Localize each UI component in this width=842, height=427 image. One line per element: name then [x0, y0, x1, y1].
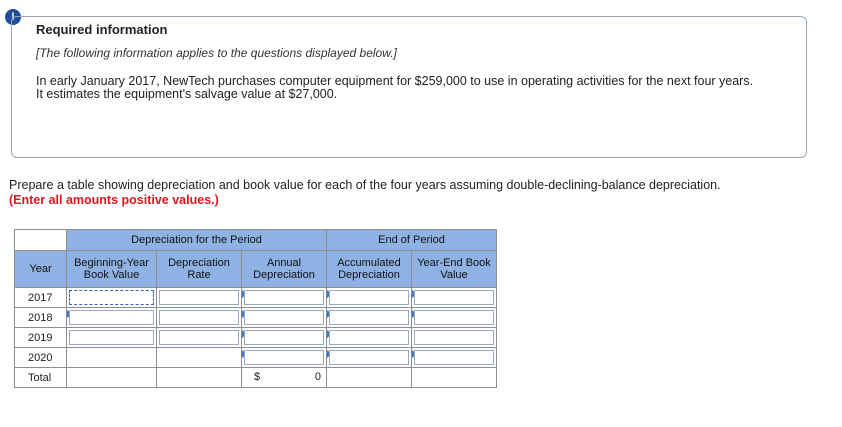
alert-icon: ! [5, 9, 21, 25]
annual-depreciation-2018-cell[interactable] [242, 308, 327, 328]
annual-depreciation-2017-input[interactable] [244, 290, 324, 305]
annual-depreciation-2020-input[interactable] [244, 350, 324, 365]
beginning-book-value-2019-cell[interactable] [67, 328, 157, 348]
total-beginning-book-value-cell [67, 368, 157, 388]
total-accumulated-depreciation-cell [327, 368, 412, 388]
depreciation-rate-2020-cell [157, 348, 242, 368]
total-annual-depreciation-cell [242, 368, 327, 388]
accumulated-depreciation-2018-input[interactable] [329, 310, 409, 325]
header-depreciation-for-period: Depreciation for the Period [67, 230, 327, 251]
header-blank [15, 230, 67, 251]
beginning-book-value-2017-input[interactable] [69, 290, 154, 305]
year-end-book-value-2018-input[interactable] [414, 310, 494, 325]
depreciation-table [14, 229, 497, 388]
accumulated-depreciation-2017-cell[interactable] [327, 288, 412, 308]
total-depreciation-rate-cell [157, 368, 242, 388]
annual-depreciation-2019-cell[interactable] [242, 328, 327, 348]
annual-depreciation-2017-cell[interactable] [242, 288, 327, 308]
total-year-end-book-value-cell [412, 368, 497, 388]
year-end-book-value-2020-cell[interactable] [412, 348, 497, 368]
applies-note: [The following information applies to the questions displayed below.] [36, 46, 397, 60]
required-information-title: Required information [36, 22, 168, 37]
table-row [15, 328, 497, 348]
accumulated-depreciation-2017-input[interactable] [329, 290, 409, 305]
header-annual-depreciation: Annual Depreciation [242, 251, 327, 288]
beginning-book-value-2019-input[interactable] [69, 330, 154, 345]
year-end-book-value-2020-input[interactable] [414, 350, 494, 365]
accumulated-depreciation-2019-input[interactable] [329, 330, 409, 345]
table-row [15, 288, 497, 308]
depreciation-rate-2019-input[interactable] [159, 330, 239, 345]
accumulated-depreciation-2019-cell[interactable] [327, 328, 412, 348]
accumulated-depreciation-2020-input[interactable] [329, 350, 409, 365]
header-year-end-book-value: Year-End Book Value [412, 251, 497, 288]
currency-symbol: $ [254, 371, 261, 383]
year-end-book-value-2017-cell[interactable] [412, 288, 497, 308]
header-end-of-period: End of Period [327, 230, 497, 251]
year-end-book-value-2019-input[interactable] [414, 330, 494, 345]
year-2018: 2018 [15, 308, 67, 328]
problem-statement: In early January 2017, NewTech purchases computer equipment for $259,000 to use in operating activities for the next four years. It estimates the equipment's salvage value at $27,000. [36, 74, 754, 101]
annual-depreciation-2018-input[interactable] [244, 310, 324, 325]
entry-instruction: (Enter all amounts positive values.) [9, 193, 219, 207]
depreciation-rate-2019-cell[interactable] [157, 328, 242, 348]
depreciation-rate-2018-cell[interactable] [157, 308, 242, 328]
header-beginning-year-book-value: Beginning-Year Book Value [67, 251, 157, 288]
depreciation-rate-2018-input[interactable] [159, 310, 239, 325]
depreciation-rate-2017-cell[interactable] [157, 288, 242, 308]
total-annual-depreciation-value: 0 [314, 371, 321, 383]
beginning-book-value-2018-cell[interactable] [67, 308, 157, 328]
accumulated-depreciation-2020-cell[interactable] [327, 348, 412, 368]
table-row [15, 348, 497, 368]
beginning-book-value-2020-cell [67, 348, 157, 368]
annual-depreciation-2020-cell[interactable] [242, 348, 327, 368]
accumulated-depreciation-2018-cell[interactable] [327, 308, 412, 328]
beginning-book-value-2017-cell[interactable] [67, 288, 157, 308]
year-end-book-value-2019-cell[interactable] [412, 328, 497, 348]
year-end-book-value-2017-input[interactable] [414, 290, 494, 305]
year-end-book-value-2018-cell[interactable] [412, 308, 497, 328]
question-prompt: Prepare a table showing depreciation and book value for each of the four years assuming double-declining-balance depreciation. [9, 178, 721, 192]
year-2019: 2019 [15, 328, 67, 348]
total-label: Total [15, 368, 67, 388]
header-accumulated-depreciation: Accumulated Depreciation [327, 251, 412, 288]
year-2017: 2017 [15, 288, 67, 308]
beginning-book-value-2018-input[interactable] [69, 310, 154, 325]
header-year: Year [15, 251, 67, 288]
annual-depreciation-2019-input[interactable] [244, 330, 324, 345]
year-2020: 2020 [15, 348, 67, 368]
table-row [15, 308, 497, 328]
depreciation-rate-2017-input[interactable] [159, 290, 239, 305]
header-depreciation-rate: Depreciation Rate [157, 251, 242, 288]
total-row [15, 368, 497, 388]
